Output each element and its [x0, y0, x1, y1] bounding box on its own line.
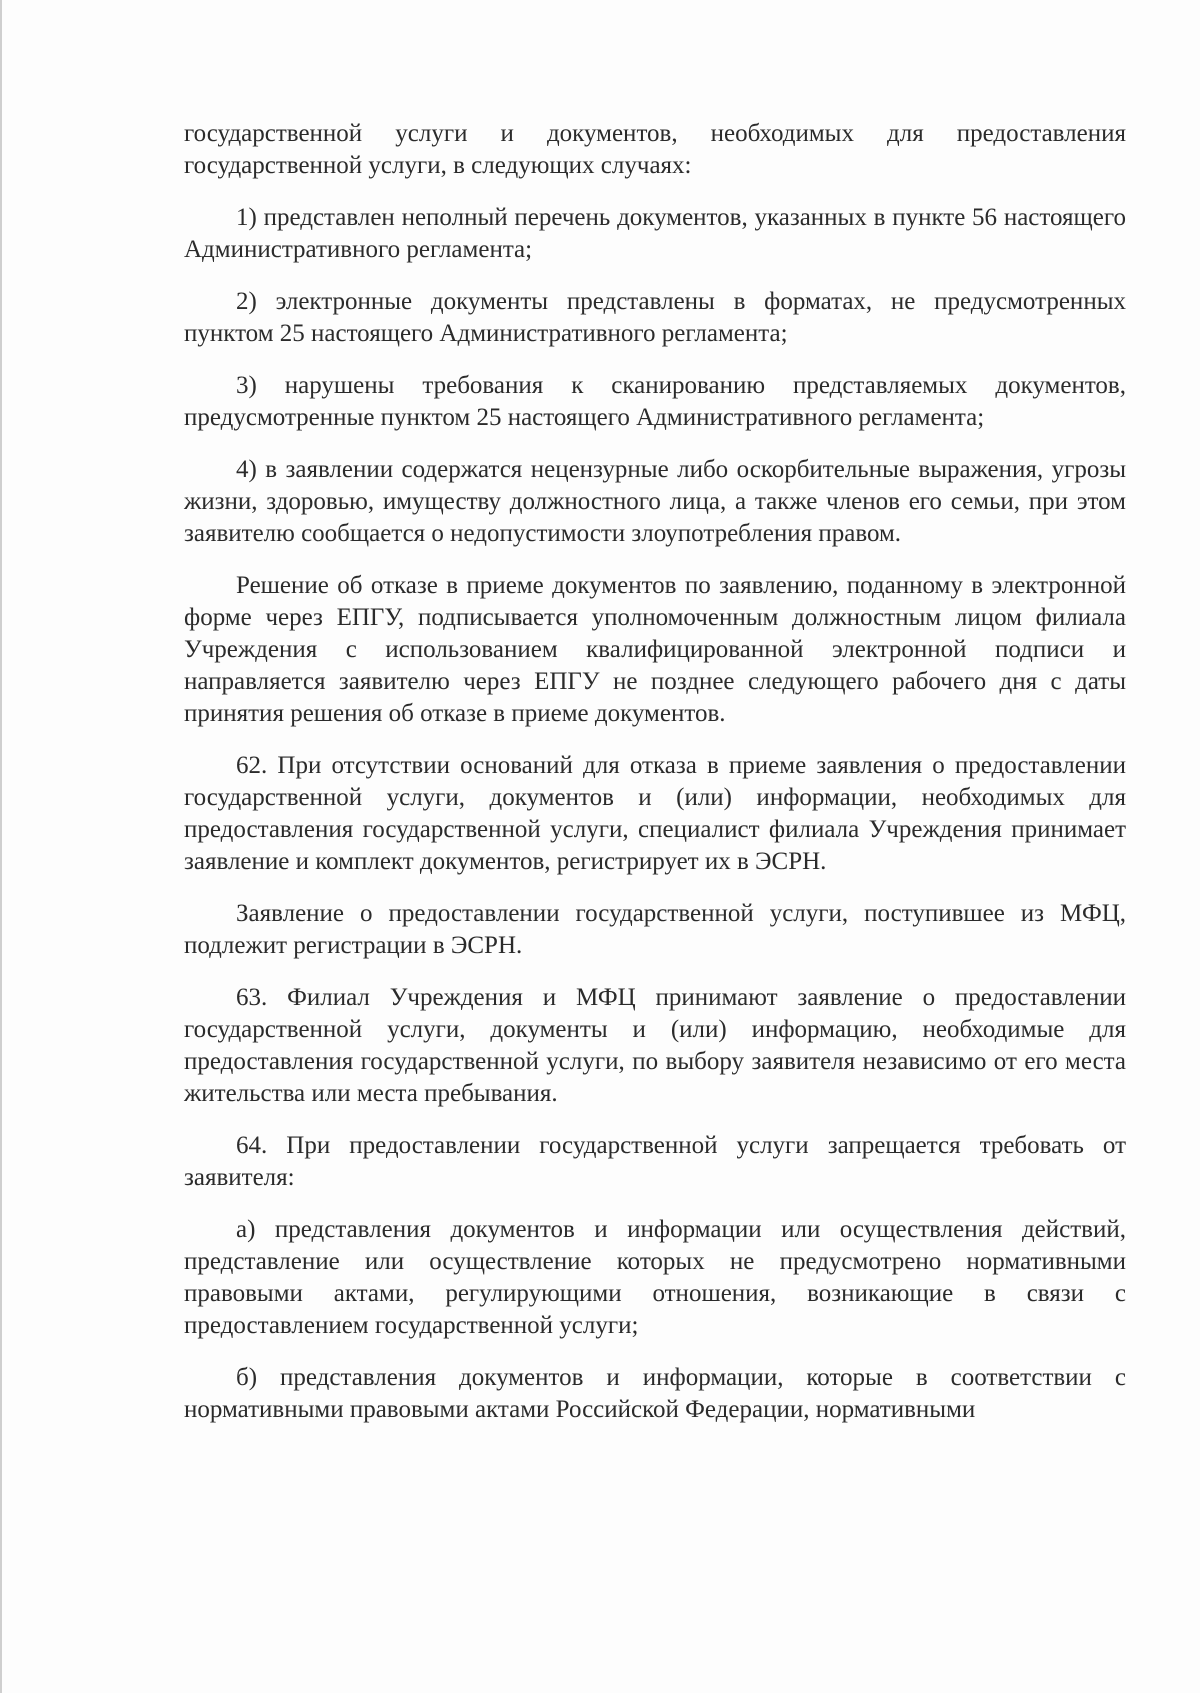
paragraph-continuation: государственной услуги и документов, необходимых для предоставления государственной услуги, в следующих случаях: [184, 120, 1126, 179]
paragraph-64: 64. При предоставлении государственной услуги запрещается требовать от заявителя: [184, 1132, 1126, 1191]
paragraph-mfc-registration: Заявление о предоставлении государственной услуги, поступившее из МФЦ, подлежит регистрации в ЭСРН. [184, 900, 1126, 959]
paragraph-refusal-decision: Решение об отказе в приеме документов по заявлению, поданному в электронной форме через ЕПГУ, подписывается уполномоченным должностным лицом филиала Учреждения с использованием квалифицированной электронной подписи и направляется заявителю через ЕПГУ не позднее следующего рабочего дня с даты принятия решения об отказе в приеме документов. [184, 572, 1126, 727]
paragraph-item-2: 2) электронные документы представлены в форматах, не предусмотренных пунктом 25 настоящего Административного регламента; [184, 288, 1126, 347]
paragraph-64-a: а) представления документов и информации или осуществления действий, представление или осуществление которых не предусмотрено нормативными правовыми актами, регулирующими отношения, возникающие в связи с предоставлением государственной услуги; [184, 1216, 1126, 1339]
paragraph-item-3: 3) нарушены требования к сканированию представляемых документов, предусмотренные пунктом 25 настоящего Административного регламента; [184, 372, 1126, 431]
paragraph-64-b: б) представления документов и информации, которые в соответствии с нормативными правовыми актами Российской Федерации, нормативными [184, 1364, 1126, 1423]
paragraph-item-4: 4) в заявлении содержатся нецензурные либо оскорбительные выражения, угрозы жизни, здоровью, имуществу должностного лица, а также членов его семьи, при этом заявителю сообщается о недопустимости злоупотребления правом. [184, 456, 1126, 547]
paragraph-item-1: 1) представлен неполный перечень документов, указанных в пункте 56 настоящего Административного регламента; [184, 204, 1126, 263]
document-body [184, 118, 1126, 1446]
paragraph-62: 62. При отсутствии оснований для отказа в приеме заявления о предоставлении государственной услуги, документов и (или) информации, необходимых для предоставления государственной услуги, специалист филиала Учреждения принимает заявление и комплект документов, регистрирует их в ЭСРН. [184, 752, 1126, 875]
paragraph-63: 63. Филиал Учреждения и МФЦ принимают заявление о предоставлении государственной услуги, документы и (или) информацию, необходимые для предоставления государственной услуги, по выбору заявителя независимо от его места жительства или места пребывания. [184, 984, 1126, 1107]
